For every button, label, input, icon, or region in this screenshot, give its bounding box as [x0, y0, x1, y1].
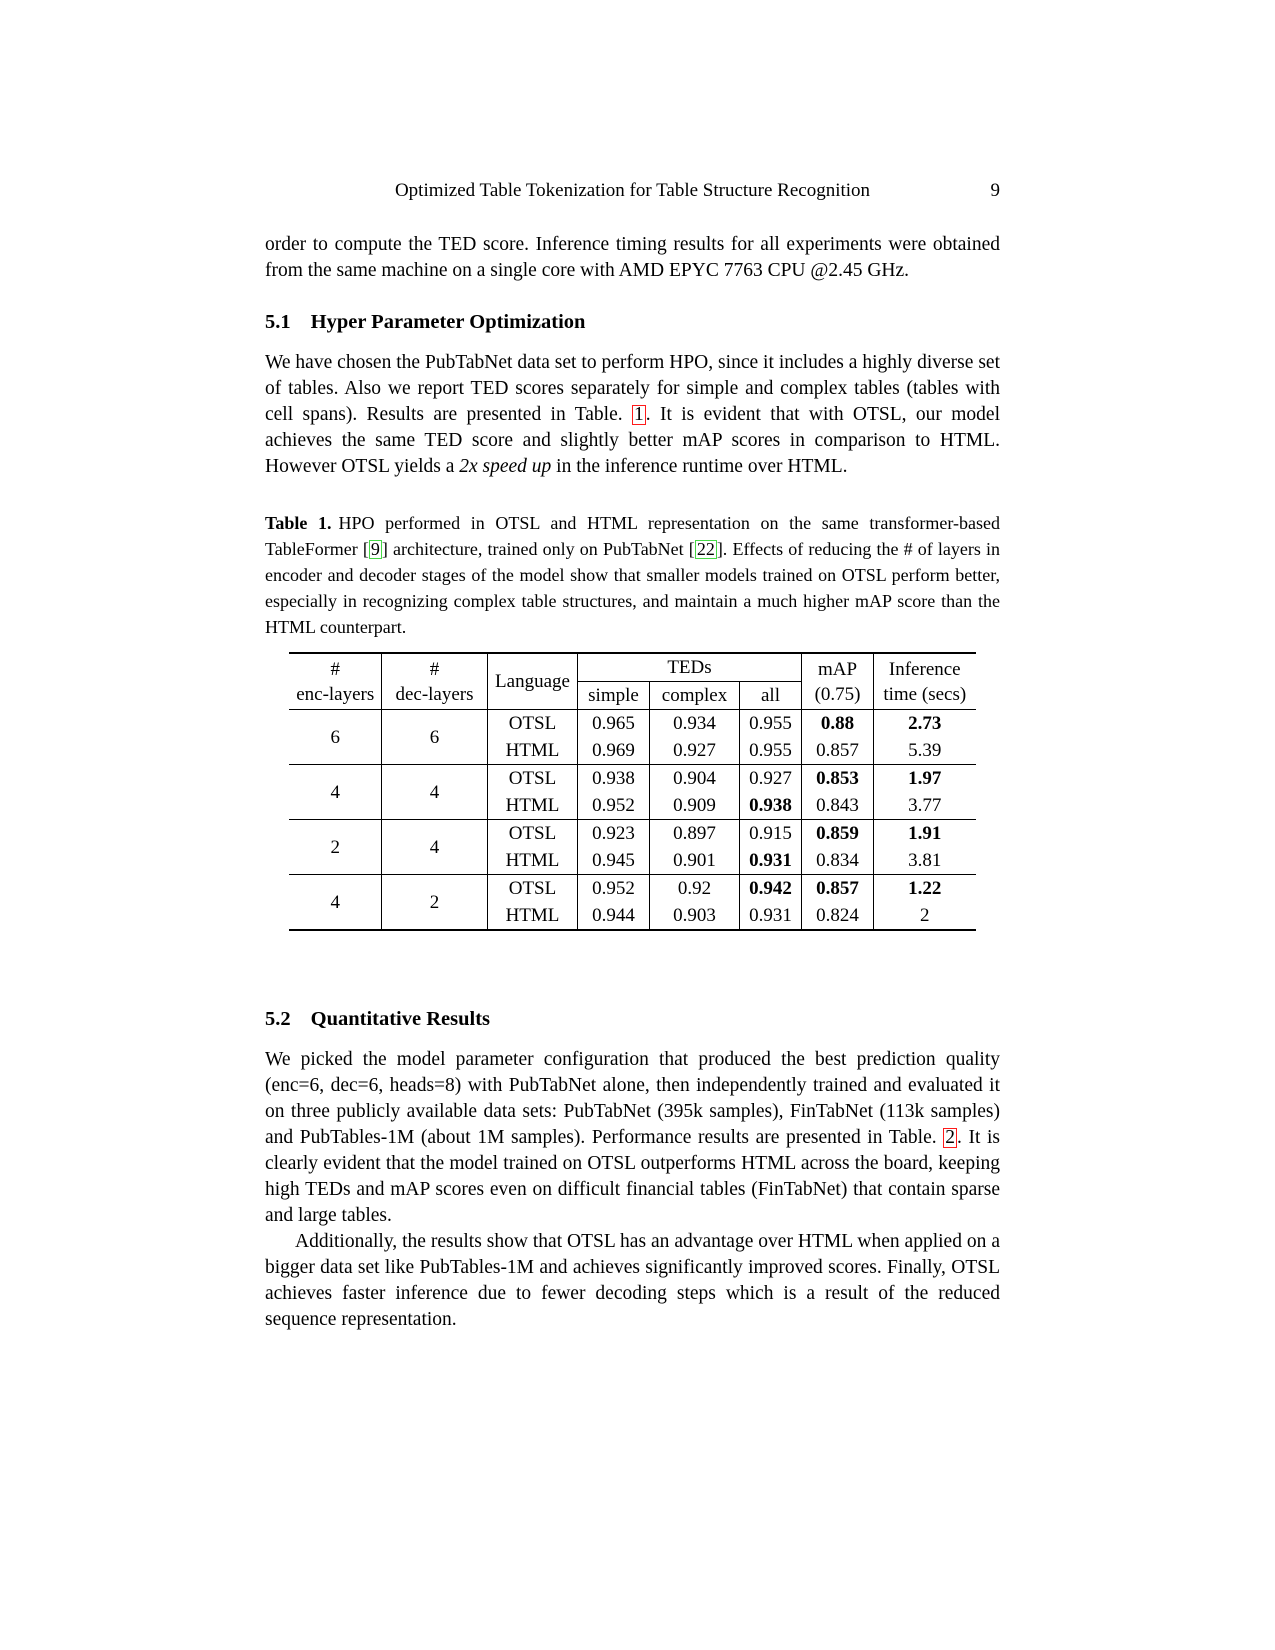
cell-simple: 0.965: [577, 710, 649, 738]
intro-text: order to compute the TED score. Inference timing results for all experiments were obtained from the same machine on a single core with AMD EPYC 7763 CPU @2.45 GHz.: [265, 234, 1000, 281]
cell-complex: 0.909: [649, 792, 739, 820]
column-header-map: mAP (0.75): [802, 653, 874, 710]
table1-reference-link[interactable]: 1: [633, 404, 644, 425]
section-title: Quantitative Results: [310, 1008, 490, 1030]
paragraph-text: in the inference runtime over HTML.: [551, 456, 848, 477]
cell-language: HTML: [487, 847, 577, 875]
cell-enc: 4: [289, 765, 381, 820]
caption-text: ]. Effects of reducing the # of layers in encoder and decoder stages of the model show that smaller models trained on OTSL perform better, especially in recognizing complex table structures, and maintain a much higher mAP score than the HTML counterpart.: [265, 539, 1000, 637]
table1-caption-label: Table 1.: [265, 513, 332, 533]
section-5-1-paragraph: [265, 350, 1000, 480]
table-row: [289, 710, 975, 738]
cell-map: 0.853: [802, 765, 874, 793]
cell-map: 0.834: [802, 847, 874, 875]
cell-simple: 0.952: [577, 792, 649, 820]
cell-simple: 0.969: [577, 737, 649, 765]
cell-time: 1.91: [874, 820, 976, 848]
citation-link-22[interactable]: 22: [696, 539, 715, 559]
cell-language: HTML: [487, 737, 577, 765]
cell-language: OTSL: [487, 820, 577, 848]
cell-language: OTSL: [487, 710, 577, 738]
cell-complex: 0.92: [649, 875, 739, 903]
cell-time: 5.39: [874, 737, 976, 765]
cell-time: 1.97: [874, 765, 976, 793]
cell-language: HTML: [487, 902, 577, 930]
table1-caption: [265, 510, 1000, 640]
cell-complex: 0.934: [649, 710, 739, 738]
section-number: 5.1: [265, 311, 291, 333]
cell-time: 3.77: [874, 792, 976, 820]
cell-simple: 0.945: [577, 847, 649, 875]
section-5-2-paragraph-1: [265, 1047, 1000, 1229]
cell-all: 0.942: [739, 875, 801, 903]
cell-map: 0.824: [802, 902, 874, 930]
cell-simple: 0.938: [577, 765, 649, 793]
table-row: [289, 875, 975, 903]
column-header-language: Language: [487, 653, 577, 710]
column-header-teds: TEDs: [577, 653, 801, 682]
cell-time: 2: [874, 902, 976, 930]
cell-language: HTML: [487, 792, 577, 820]
cell-all: 0.931: [739, 902, 801, 930]
page-number: 9: [990, 180, 1000, 201]
cell-complex: 0.897: [649, 820, 739, 848]
column-header-simple: simple: [577, 682, 649, 710]
cell-map: 0.857: [802, 737, 874, 765]
cell-enc: 4: [289, 875, 381, 931]
table2-reference-link[interactable]: 2: [945, 1127, 955, 1148]
cell-map: 0.859: [802, 820, 874, 848]
cell-dec: 4: [381, 765, 487, 820]
cell-complex: 0.927: [649, 737, 739, 765]
cell-complex: 0.904: [649, 765, 739, 793]
cell-all: 0.955: [739, 737, 801, 765]
cell-enc: 6: [289, 710, 381, 765]
table-row: [289, 765, 975, 793]
cell-map: 0.843: [802, 792, 874, 820]
paragraph-text: We picked the model parameter configuration that produced the best prediction quality (enc=6, dec=6, heads=8) with PubTabNet alone, then independently trained and evaluated it on three publicly available data sets: PubTabNet (395k samples), FinTabNet (113k samples) and PubTables-1M (about 1M samples). Performance results are presented in Table.: [265, 1049, 1000, 1148]
results-table: [289, 652, 975, 931]
cell-all: 0.955: [739, 710, 801, 738]
caption-text: ] architecture, trained only on PubTabNet [: [381, 539, 695, 559]
cell-dec: 4: [381, 820, 487, 875]
section-5-2-heading: [265, 1005, 1000, 1033]
paragraph-text: We have chosen the PubTabNet data set to perform HPO, since it includes a highly diverse set of tables. Also we report TED scores separately for simple and complex tables (tables with cell spans). Results are presented in Table.: [265, 352, 1000, 425]
cell-all: 0.915: [739, 820, 801, 848]
column-header-dec-layers: # dec-layers: [381, 653, 487, 710]
paragraph-text: . It is evident that with OTSL, our model achieves the same TED score and slightly better mAP scores in comparison to HTML. However OTSL yields a: [265, 404, 1000, 477]
cell-map: 0.857: [802, 875, 874, 903]
cell-all: 0.938: [739, 792, 801, 820]
cell-all: 0.931: [739, 847, 801, 875]
text-column: [265, 178, 1000, 1333]
cell-complex: 0.903: [649, 902, 739, 930]
emphasized-text: 2x speed up: [459, 456, 552, 477]
intro-paragraph: [265, 232, 1000, 284]
paragraph-text: Additionally, the results show that OTSL has an advantage over HTML when applied on a bigger data set like PubTables-1M and achieves significantly improved scores. Finally, OTSL achieves faster inference due to fewer decoding steps which is a result of the reduced sequence representation.: [265, 1231, 1000, 1330]
column-header-complex: complex: [649, 682, 739, 710]
cell-enc: 2: [289, 820, 381, 875]
section-number: 5.2: [265, 1008, 291, 1030]
cell-map: 0.88: [802, 710, 874, 738]
running-head: [265, 178, 1000, 204]
cell-time: 1.22: [874, 875, 976, 903]
cell-time: 2.73: [874, 710, 976, 738]
running-title: Optimized Table Tokenization for Table Structure Recognition: [394, 180, 871, 201]
cell-dec: 6: [381, 710, 487, 765]
cell-simple: 0.923: [577, 820, 649, 848]
table-row: [289, 820, 975, 848]
cell-dec: 2: [381, 875, 487, 931]
cell-language: OTSL: [487, 875, 577, 903]
cell-all: 0.927: [739, 765, 801, 793]
cell-simple: 0.952: [577, 875, 649, 903]
column-header-all: all: [739, 682, 801, 710]
cell-language: OTSL: [487, 765, 577, 793]
cell-simple: 0.944: [577, 902, 649, 930]
section-5-2-paragraph-2: [265, 1229, 1000, 1333]
cell-complex: 0.901: [649, 847, 739, 875]
paragraph-text: . It is clearly evident that the model trained on OTSL outperforms HTML across the board, keeping high TEDs and mAP scores even on difficult financial tables (FinTabNet) that contain sparse and large tables.: [265, 1127, 1000, 1226]
citation-link-9[interactable]: 9: [370, 539, 380, 559]
column-header-inference: Inference time (secs): [874, 653, 976, 710]
column-header-enc-layers: # enc-layers: [296, 658, 375, 705]
caption-text: HPO performed in OTSL and HTML representation on the same transformer-based TableFormer [: [265, 513, 1000, 559]
table-header-row: [289, 653, 975, 682]
cell-time: 3.81: [874, 847, 976, 875]
section-5-1-heading: [265, 308, 1000, 336]
section-title: Hyper Parameter Optimization: [310, 311, 586, 333]
